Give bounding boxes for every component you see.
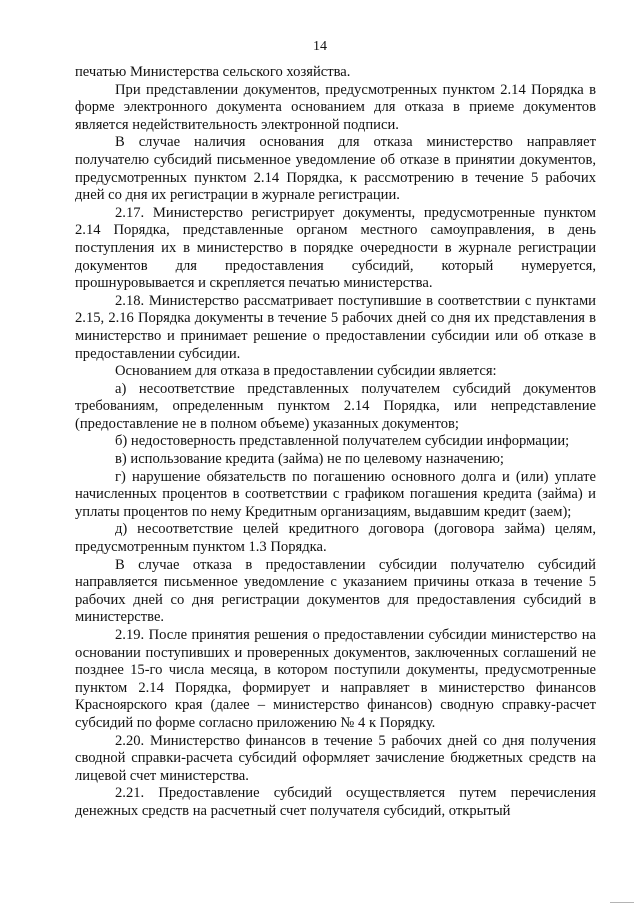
paragraph-item-v: в) использование кредита (займа) не по целевому назначению; bbox=[115, 451, 504, 468]
paragraph-item-g: г) нарушение обязательств по погашению основного долга и (или) уплате начисленных процентов в соответствии с графиком погашения кредита (займа) и уплаты процентов по нему Кредитным организациям, выдавшим кредит (заем); bbox=[75, 468, 596, 520]
scan-edge-mark bbox=[610, 896, 634, 903]
paragraph-2-19: 2.19. После принятия решения о предоставлении субсидии министерство на основании поступивших и проверенных документов, заключенных соглашений не позднее 15-го числа месяца, в котором поступили документы, предусмотренные пунктом 2.14 Порядка, формирует и направляет в министерство финансов Красноярского края (далее – министерство финансов) сводную справку-расчет субсидий по форме согласно приложению № 4 к Порядку. bbox=[75, 627, 596, 731]
paragraph-refusal-grounds-intro: Основанием для отказа в предоставлении субсидии является: bbox=[115, 363, 497, 380]
paragraph-refusal-notification: В случае отказа в предоставлении субсидии получателю субсидий направляется письменное уведомление с указанием причины отказа в течение 5 рабочих дней со дня регистрации документов для предоставления субсидий в министерстве. bbox=[75, 556, 596, 626]
paragraph-continuation: печатью Министерства сельского хозяйства. bbox=[75, 64, 351, 80]
page-number: 14 bbox=[313, 39, 327, 54]
paragraph-refusal-notice: В случае наличия основания для отказа министерство направляет получателю субсидий письменное уведомление об отказе в принятии документов, предусмотренных пунктом 2.14 Порядка, к рассмотрению в течение 5 рабочих дней со дня их регистрации в журнале регистрации. bbox=[75, 134, 596, 204]
paragraph-item-a: а) несоответствие представленных получателем субсидий документов требованиям, определенным пунктом 2.14 Порядка, или непредставление (предоставление не в полном объеме) указанных документов; bbox=[75, 380, 596, 432]
paragraph-2-21: 2.21. Предоставление субсидий осуществляется путем перечисления денежных средств на расчетный счет получателя субсидий, открытый bbox=[75, 785, 596, 819]
paragraph-2-20: 2.20. Министерство финансов в течение 5 рабочих дней со дня получения сводной справки-расчета субсидий оформляет зачисление бюджетных средств на лицевой счет министерства. bbox=[75, 732, 596, 784]
paragraph-2-18: 2.18. Министерство рассматривает поступившие в соответствии с пунктами 2.15, 2.16 Порядка документы в течение 5 рабочих дней со дня их представления в министерство и принимает решение о предоставлении субсидии или об отказе в предоставлении субсидии. bbox=[75, 292, 596, 362]
paragraph-item-b: б) недостоверность представленной получателем субсидии информации; bbox=[115, 433, 570, 450]
paragraph-item-d: д) несоответствие целей кредитного договора (договора займа) целям, предусмотренным пунктом 1.3 Порядка. bbox=[75, 521, 596, 556]
paragraph-electronic-signature: При представлении документов, предусмотренных пунктом 2.14 Порядка в форме электронного документа основанием для отказа в приеме документов является недействительность электронной подписи. bbox=[75, 81, 596, 133]
document-body bbox=[75, 64, 596, 821]
paragraph-2-17: 2.17. Министерство регистрирует документы, предусмотренные пунктом 2.14 Порядка, представленные органом местного самоуправления, в день поступления их в министерство в порядке очередности в журнале регистрации документов для предоставления субсидий, который нумеруется, прошнуровывается и скрепляется печатью министерства. bbox=[75, 204, 596, 292]
